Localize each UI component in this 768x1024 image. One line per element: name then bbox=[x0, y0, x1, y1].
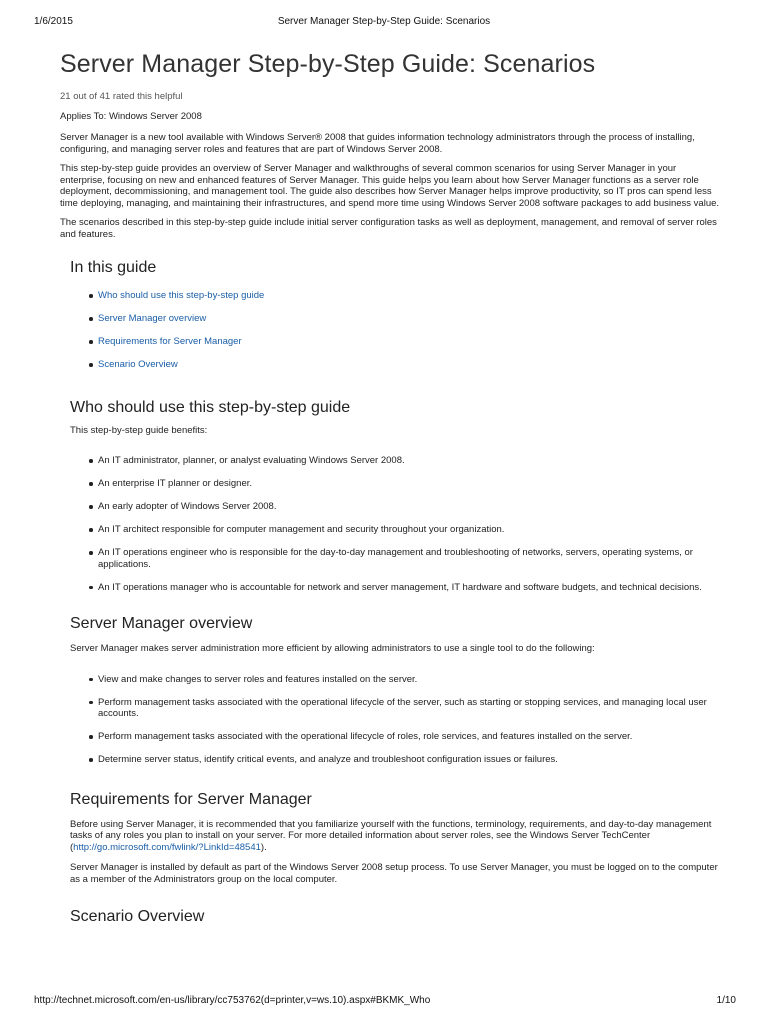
scenario-overview-heading: Scenario Overview bbox=[70, 908, 205, 925]
list-item: Perform management tasks associated with the operational lifecycle of roles, role services, and features installed on the server. bbox=[70, 731, 720, 743]
toc-item bbox=[70, 313, 720, 325]
requirements-paragraph-1 bbox=[70, 819, 720, 854]
requirements-section bbox=[70, 790, 720, 886]
list-item: Perform management tasks associated with the operational lifecycle of the server, such as starting or stopping services, and managing local user accounts. bbox=[70, 697, 720, 720]
toc-item bbox=[70, 336, 720, 348]
toc-list bbox=[70, 290, 720, 371]
in-this-guide-heading: In this guide bbox=[70, 259, 157, 276]
toc-link-requirements[interactable]: Requirements for Server Manager bbox=[98, 336, 242, 347]
techcenter-link[interactable]: http://go.microsoft.com/fwlink/?LinkId=48541 bbox=[73, 841, 261, 853]
toc-link-scenario-overview[interactable]: Scenario Overview bbox=[98, 359, 178, 370]
print-date: 1/6/2015 bbox=[34, 16, 73, 27]
overview-intro: Server Manager makes server administration more efficient by allowing administrators to use a single tool to do the following: bbox=[70, 643, 595, 654]
intro-paragraph-2: This step-by-step guide provides an overview of Server Manager and walkthroughs of several common scenarios for using Server Manager in your enterprise, focusing on new and enhanced features of Server Manager. This guide helps you learn about how Server Manager functions as a server role deployment, decommissioning, and management tool. The guide also describes how Server Manager helps improve productivity, so IT pros can spend less time deploying, managing, and maintaining their infrastructures, and spend more time using Windows Server 2008 software packages to add business value. bbox=[60, 163, 720, 209]
toc-link-overview[interactable]: Server Manager overview bbox=[98, 313, 207, 324]
requirements-text-end: ). bbox=[260, 841, 267, 853]
requirements-paragraph-2: Server Manager is installed by default as part of the Windows Server 2008 setup process. To use Server Manager, you must be logged on to the computer as a member of the Administrators group on the local computer. bbox=[70, 862, 718, 885]
audience-list bbox=[70, 455, 720, 593]
scenario-overview-section bbox=[70, 907, 720, 927]
print-url: http://technet.microsoft.com/en-us/library/cc753762(d=printer,v=ws.10).aspx#BKMK_Who bbox=[34, 995, 431, 1006]
page-title: Server Manager Step-by-Step Guide: Scenarios bbox=[60, 50, 596, 78]
who-should-use-intro: This step-by-step guide benefits: bbox=[70, 424, 208, 436]
helpful-rating: 21 out of 41 rated this helpful bbox=[60, 91, 183, 102]
page-number: 1/10 bbox=[716, 995, 736, 1006]
list-item: An early adopter of Windows Server 2008. bbox=[70, 501, 720, 513]
intro-paragraph-3: The scenarios described in this step-by-step guide include initial server configuration tasks as well as deployment, management, and removal of server roles and features. bbox=[60, 217, 717, 240]
who-should-use-heading: Who should use this step-by-step guide bbox=[70, 398, 351, 416]
print-header bbox=[0, 16, 768, 30]
toc-link-who-should-use[interactable]: Who should use this step-by-step guide bbox=[98, 290, 265, 301]
list-item: An IT administrator, planner, or analyst evaluating Windows Server 2008. bbox=[70, 455, 720, 467]
requirements-heading: Requirements for Server Manager bbox=[70, 790, 312, 808]
toc-item bbox=[70, 290, 720, 302]
intro-paragraph-1: Server Manager is a new tool available with Windows Server® 2008 that guides information technology administrators through the process of installing, configuring, and managing server roles and features that are part of Windows Server 2008. bbox=[60, 132, 695, 155]
print-footer bbox=[0, 995, 768, 1009]
overview-section bbox=[70, 614, 720, 766]
overview-heading: Server Manager overview bbox=[70, 615, 253, 632]
list-item: An enterprise IT planner or designer. bbox=[70, 478, 720, 490]
list-item: An IT operations engineer who is responsible for the day-to-day management and troubleshooting of networks, servers, operating systems, or applications. bbox=[70, 547, 720, 570]
overview-list bbox=[70, 674, 720, 766]
list-item: Determine server status, identify critical events, and analyze and troubleshoot configuration issues or failures. bbox=[70, 754, 720, 766]
list-item: An IT architect responsible for computer management and security throughout your organization. bbox=[70, 524, 720, 536]
list-item: View and make changes to server roles and features installed on the server. bbox=[70, 674, 720, 686]
list-item: An IT operations manager who is accountable for network and server management, IT hardware and software budgets, and technical decisions. bbox=[70, 582, 720, 594]
applies-to: Applies To: Windows Server 2008 bbox=[60, 111, 202, 122]
who-should-use-section bbox=[70, 398, 720, 594]
requirements-text: Before using Server Manager, it is recommended that you familiarize yourself with the functions, terminology, requirements, and day-to-day management tasks of any roles you plan to install on your server. For more detailed information about server roles, see the Windows Server TechCenter ( bbox=[70, 818, 712, 853]
article-content bbox=[60, 48, 720, 927]
print-page-title: Server Manager Step-by-Step Guide: Scenarios bbox=[277, 16, 491, 27]
in-this-guide-section bbox=[70, 258, 720, 371]
toc-item bbox=[70, 359, 720, 371]
